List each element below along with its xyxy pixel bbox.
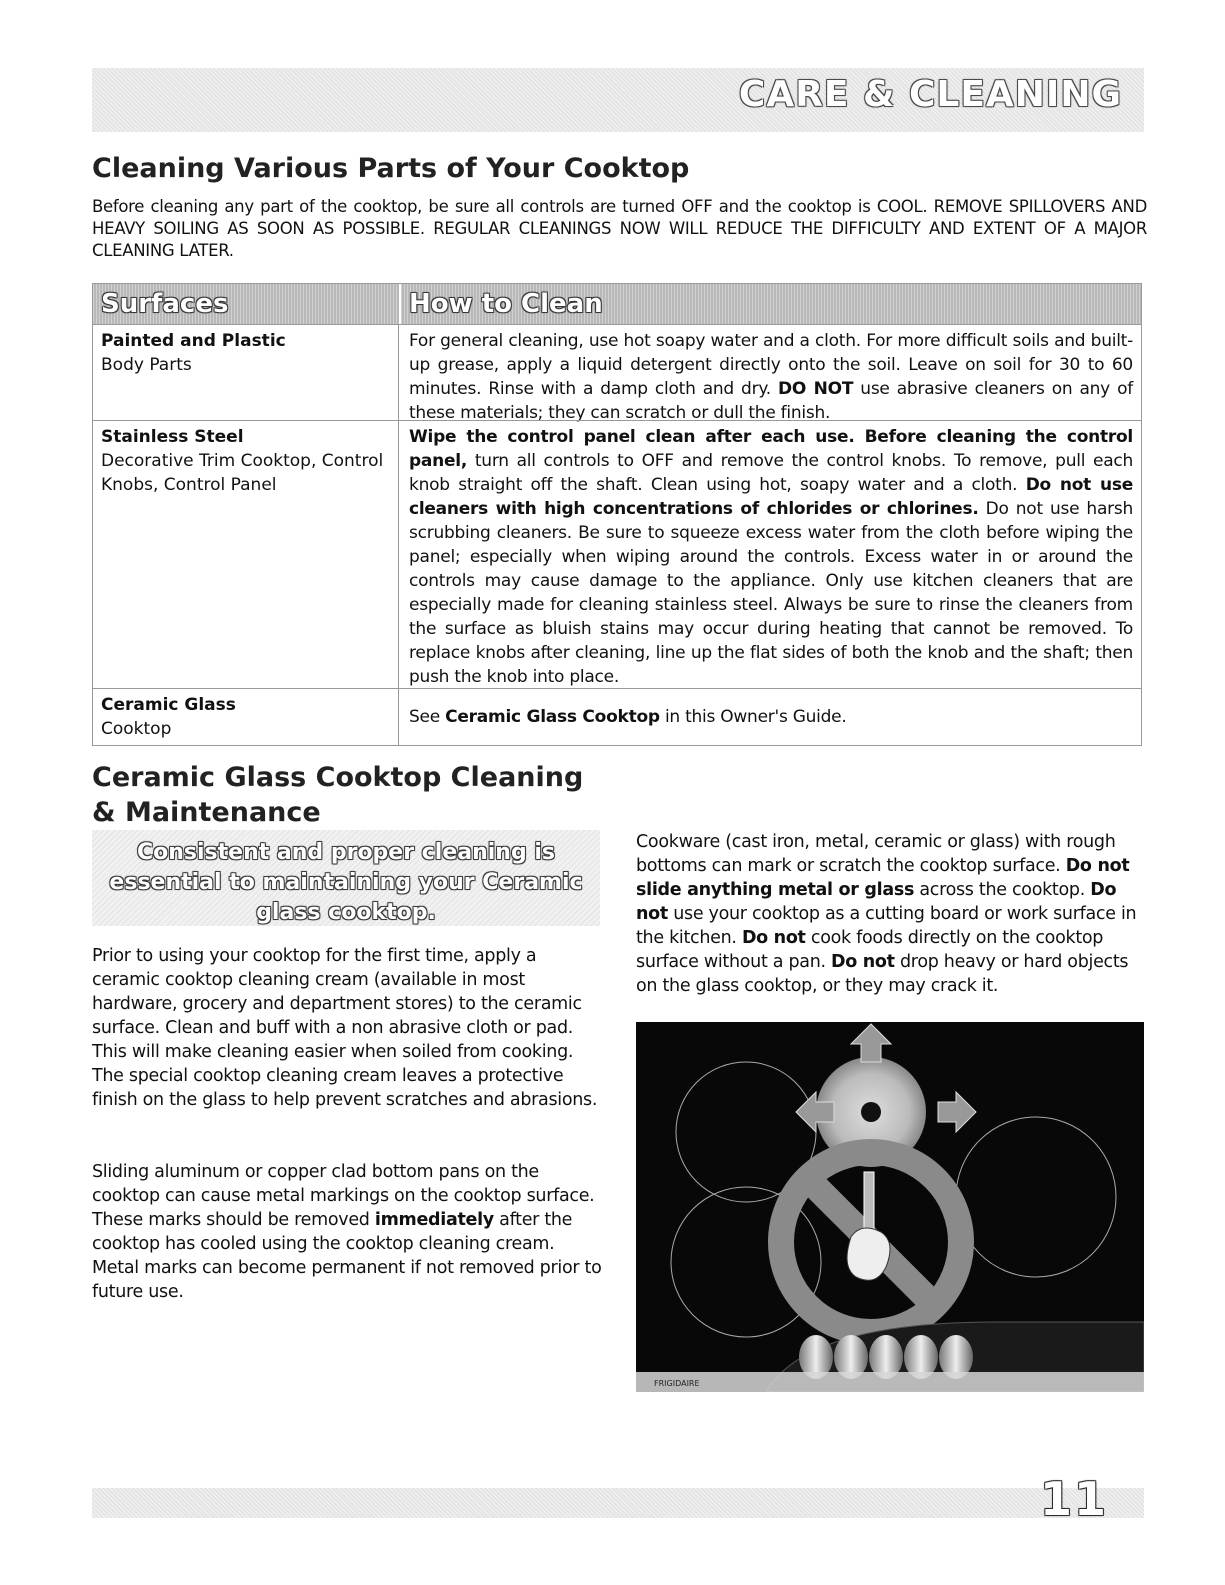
surface-cell	[93, 689, 399, 746]
surface-subtitle: Body Parts	[101, 355, 192, 375]
surface-title: Painted and Plastic	[101, 331, 286, 351]
para-text: cook foods directly on the cooktop surface without a pan.	[636, 928, 1104, 972]
para-text-bold: Do not slide anything metal or glass	[636, 856, 1130, 900]
section-title-ceramic-glass: Ceramic Glass Cooktop Cleaning & Maintenance	[92, 762, 584, 828]
surface-title: Ceramic Glass	[101, 695, 236, 715]
how-text: turn all controls to OFF and remove the control knobs. To remove, pull each knob straight off the shaft. Clean using hot, soapy water and a cloth.	[409, 451, 1133, 495]
header-bar	[92, 68, 1144, 132]
page-number: 11	[1039, 1472, 1108, 1526]
footer-bar	[92, 1472, 1144, 1526]
how-text-bold: Do not use cleaners with high concentrations of chlorides or chlorines.	[409, 475, 1133, 519]
para-text-bold: Do not	[636, 880, 1117, 924]
paragraph-metal-marks	[92, 1160, 602, 1304]
pan-center	[861, 1102, 881, 1122]
surface-cell	[93, 325, 399, 421]
paragraph-first-use: Prior to using your cooktop for the first time, apply a ceramic cooktop cleaning cream (available in most hardware, grocery and department stores) to the ceramic surface. Clean and buff with a non abrasive cloth or pad. This will make cleaning easier when soiled from cooking. The special cooktop cleaning cream leaves a protective finish on the glass to help prevent scratches and abrasions.	[92, 946, 598, 1110]
brand-strip	[636, 1372, 1144, 1392]
how-text: Do not use harsh scrubbing cleaners. Be sure to squeeze excess water from the cloth before wiping the panel; especially when wiping around the controls. Excess water in or around the controls may cause damage to the appliance. Only use kitchen cleaners that are especially made for cleaning stainless steel. Always be sure to rinse the cleaners from the surface as bluish stains may occur during heating that cannot be removed. To replace knobs after cleaning, line up the flat sides of both the knob and the shaft; then push the knob into place.	[409, 499, 1133, 687]
surface-subtitle: Decorative Trim Cooktop, Control Knobs, Control Panel	[101, 451, 384, 495]
how-text: See	[409, 707, 446, 727]
para-text-bold: immediately	[374, 1210, 494, 1230]
how-text-bold: DO NOT	[777, 379, 854, 399]
para-text: Sliding aluminum or copper clad bottom pans on the cooktop can cause metal markings on the cooktop surface. These marks should be removed	[92, 1162, 595, 1230]
how-text: in this Owner's Guide.	[659, 707, 847, 727]
how-text-bold: Wipe the control panel clean after each use. Before cleaning the control panel,	[409, 427, 1133, 471]
surface-title: Stainless Steel	[101, 427, 244, 447]
para-text: Cookware (cast iron, metal, ceramic or glass) with rough bottoms can mark or scratch the cooktop surface.	[636, 832, 1116, 876]
table-row	[93, 688, 1141, 746]
brand-logo: FRIGIDAIRE	[654, 1379, 700, 1388]
para-text-bold: Do not	[741, 928, 806, 948]
callout-text: Consistent and proper cleaning is essential to maintaining your Ceramic glass cooktop.	[109, 840, 583, 925]
section-title-cleaning-parts: Cleaning Various Parts of Your Cooktop	[92, 153, 690, 184]
table-header-how-to-clean: How to Clean	[399, 284, 1141, 324]
how-to-clean-cell	[399, 689, 1141, 746]
header-title: CARE & CLEANING	[738, 74, 1122, 115]
how-text: use abrasive cleaners on any of these materials; they can scratch or dull the finish.	[409, 379, 1133, 423]
paragraph-cookware	[636, 830, 1146, 998]
how-text-bold: Ceramic Glass Cooktop	[445, 707, 660, 727]
callout-box	[92, 830, 600, 926]
surface-subtitle: Cooktop	[101, 719, 172, 739]
intro-paragraph: Before cleaning any part of the cooktop, be sure all controls are turned OFF and the cooktop is COOL. REMOVE SPILLOVERS AND HEAVY SOILING AS SOON AS POSSIBLE. REGULAR CLEANINGS NOW WILL REDUCE THE DIFFICULTY AND EXTENT OF A MAJOR CLEANING LATER.	[92, 197, 1147, 260]
para-text: across the cooktop.	[914, 880, 1091, 900]
surface-cell	[93, 421, 399, 689]
how-to-clean-cell	[399, 325, 1141, 421]
how-text: For general cleaning, use hot soapy water and a cloth. For more difficult soils and built-up grease, apply a liquid detergent directly onto the soil. Leave on soil for 30 to 60 minutes. Rinse with a damp cloth and dry.	[409, 331, 1133, 399]
table-row	[93, 324, 1141, 421]
para-text: use your cooktop as a cutting board or work surface in the kitchen.	[636, 904, 1137, 948]
table-row	[93, 420, 1141, 689]
how-to-clean-cell	[399, 421, 1141, 689]
para-text: drop heavy or hard objects on the glass cooktop, or they may crack it.	[636, 952, 1129, 996]
para-text-bold: Do not	[831, 952, 895, 972]
cooktop-illustration	[636, 1022, 1144, 1392]
para-text: after the cooktop has cooled using the cooktop cleaning cream. Metal marks can become permanent if not removed prior to future use.	[92, 1210, 602, 1302]
cleaning-table	[92, 283, 1142, 746]
table-header-surfaces: Surfaces	[93, 284, 399, 324]
